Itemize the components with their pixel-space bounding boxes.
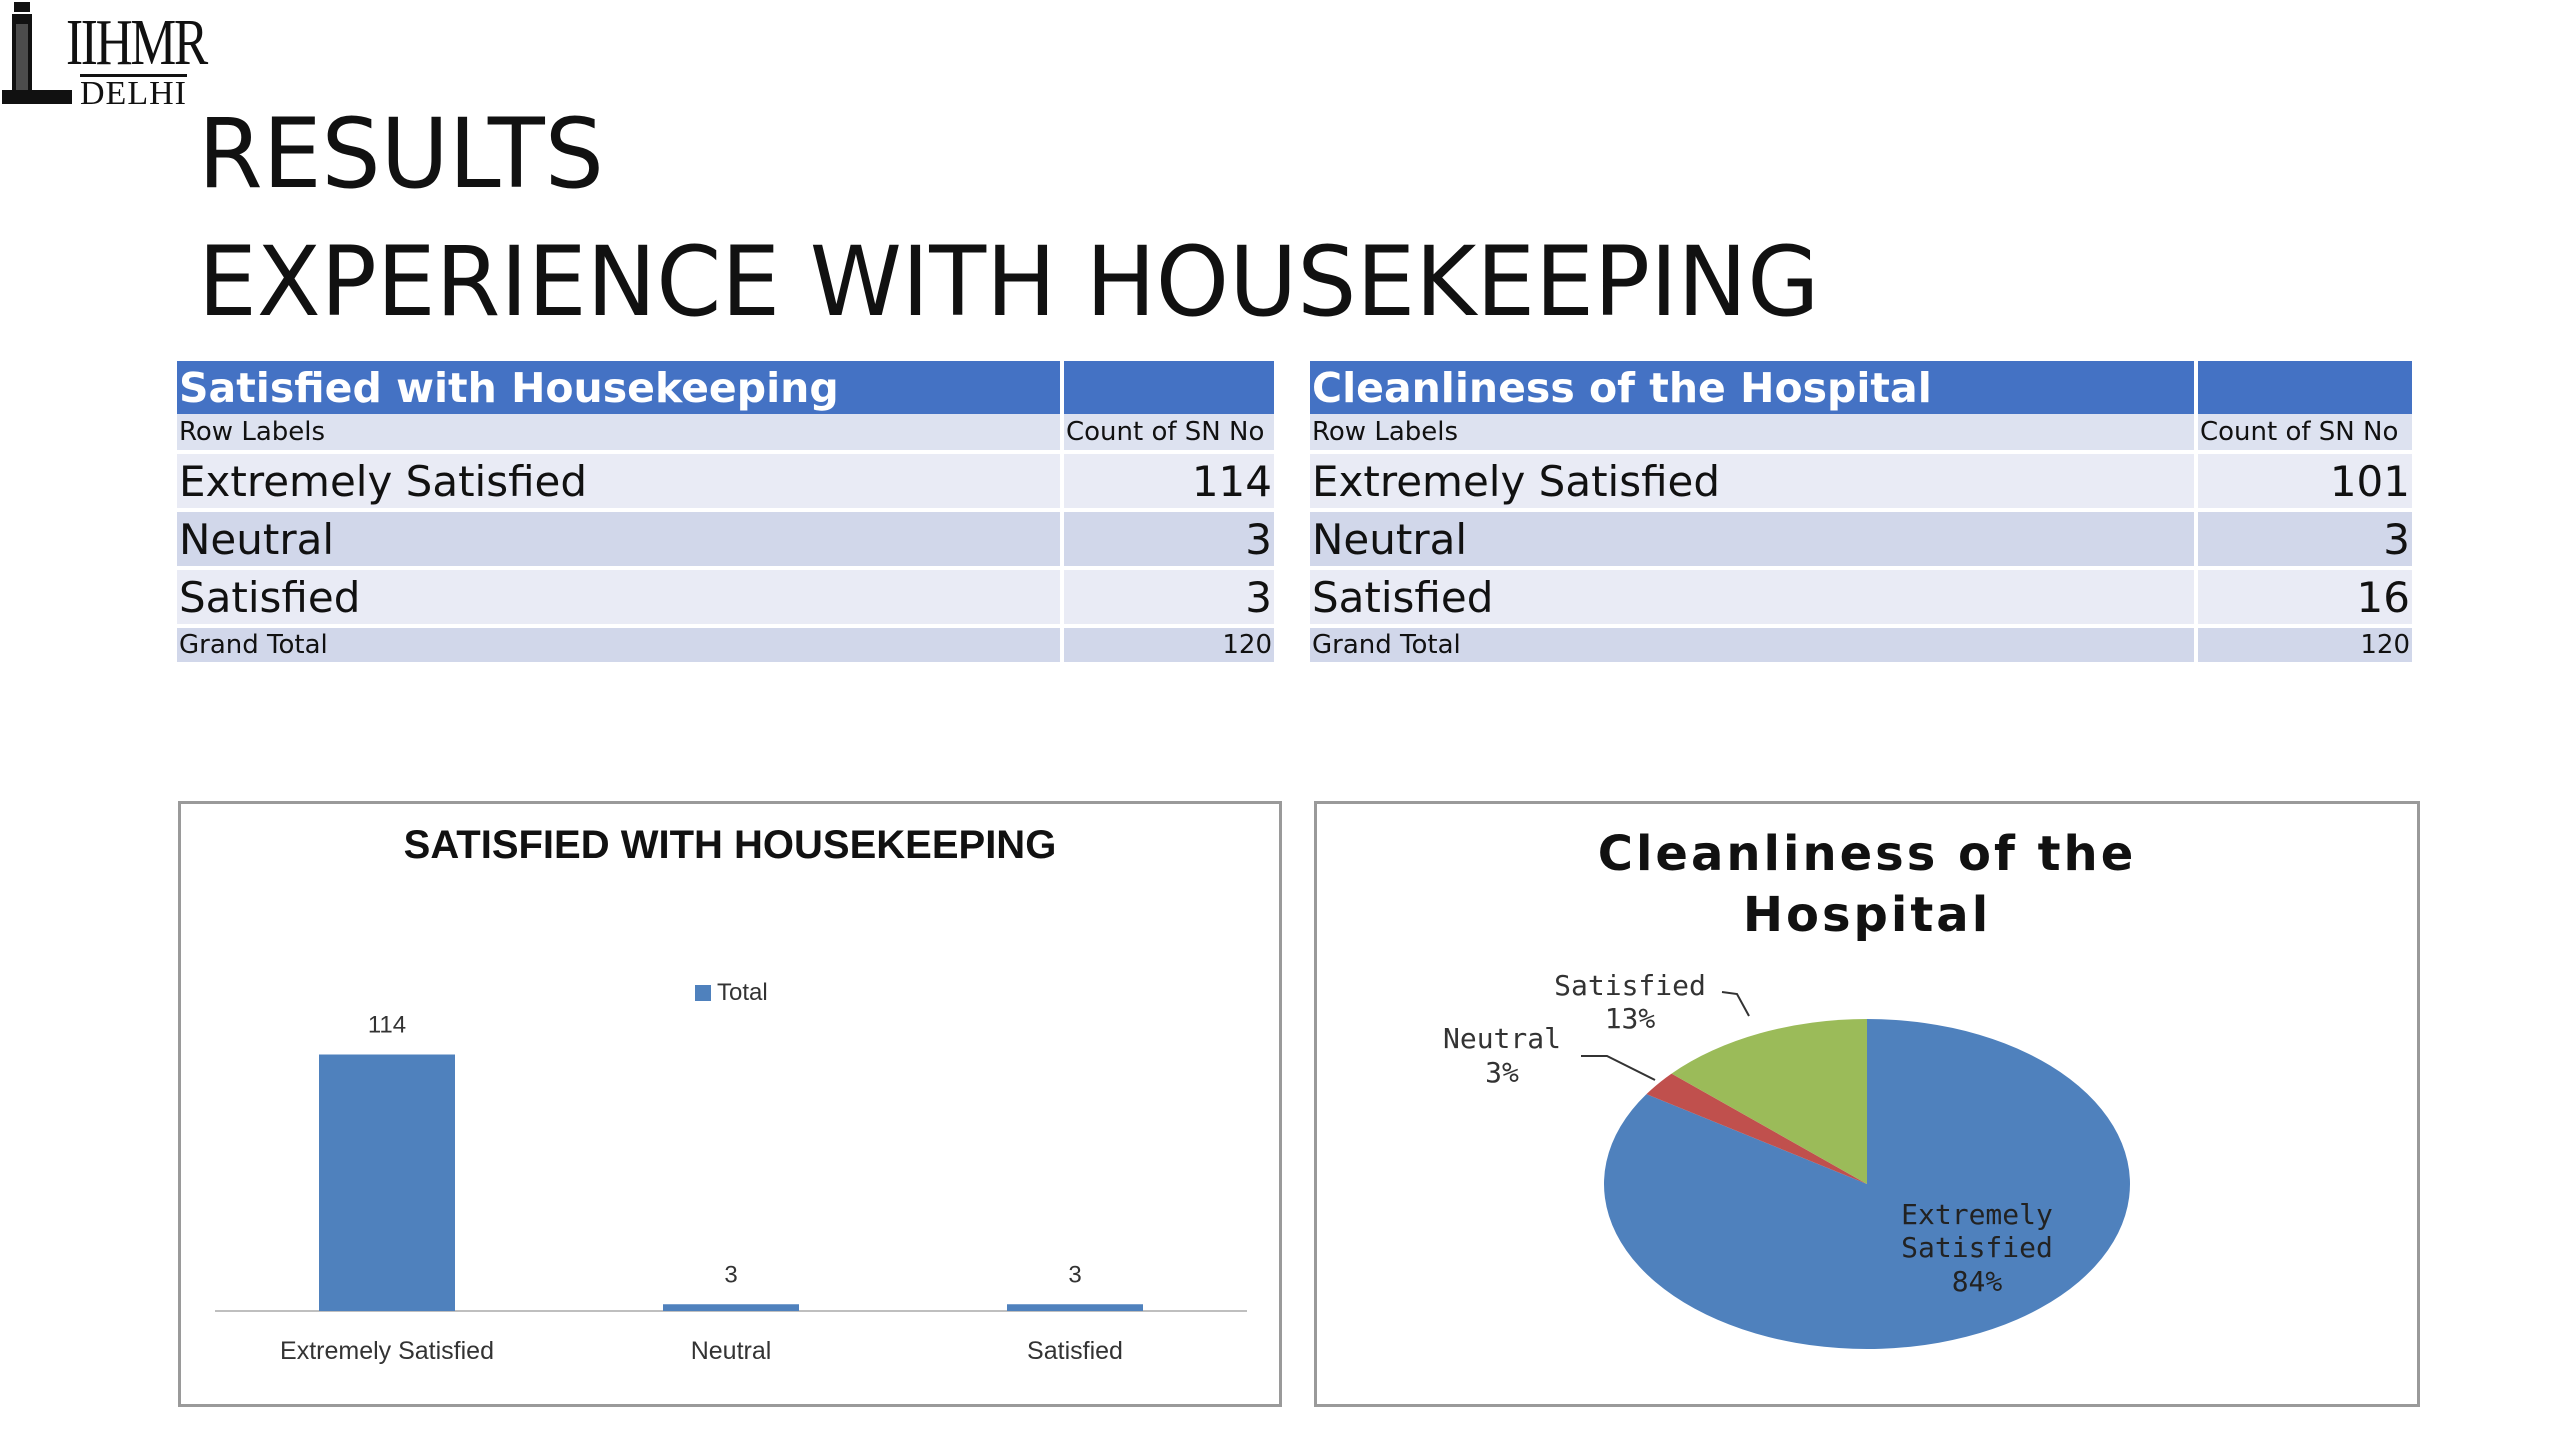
housekeeping-bar-chart xyxy=(178,801,1282,1407)
chart-title-line-2: Hospital xyxy=(1742,887,1992,943)
x-tick-label: Neutral xyxy=(690,1337,772,1365)
bar xyxy=(663,1304,799,1311)
bar-data-label: 3 xyxy=(1068,1261,1082,1289)
row-label: Extremely Satisfied xyxy=(177,452,1062,510)
table-title: Satisfied with Housekeeping xyxy=(177,361,1062,414)
table-title: Cleanliness of the Hospital xyxy=(1310,361,2196,414)
slice-pct-satisfied: 13% xyxy=(1604,1002,1656,1035)
table-total-row xyxy=(1310,626,2412,662)
slice-label-satisfied-2: Satisfied xyxy=(1901,1231,2053,1264)
total-value: 120 xyxy=(2196,626,2412,662)
bar-data-label: 3 xyxy=(724,1261,738,1289)
page-title xyxy=(198,90,1819,346)
table-row xyxy=(1310,568,2412,626)
table-row xyxy=(177,452,1274,510)
row-value: 3 xyxy=(1062,568,1274,626)
row-value: 16 xyxy=(2196,568,2412,626)
table-row xyxy=(177,510,1274,568)
table-label-row xyxy=(177,414,1274,452)
bar-chart-svg xyxy=(181,804,1279,1404)
table-row xyxy=(1310,452,2412,510)
legend-label: Total xyxy=(717,979,768,1006)
x-tick-label: Extremely Satisfied xyxy=(280,1337,494,1365)
leader-line-satisfied xyxy=(1722,992,1749,1016)
row-value: 101 xyxy=(2196,452,2412,510)
row-label: Neutral xyxy=(1310,510,2196,568)
x-tick-label: Satisfied xyxy=(1027,1337,1123,1365)
col-count: Count of SN No xyxy=(1062,414,1274,452)
row-label: Neutral xyxy=(177,510,1062,568)
row-value: 114 xyxy=(1062,452,1274,510)
table-row xyxy=(1310,510,2412,568)
slice-pct-neutral: 3% xyxy=(1485,1056,1519,1089)
col-count: Count of SN No xyxy=(2196,414,2412,452)
table-header-blank xyxy=(1062,361,1274,414)
logo-text-iihmr: IIHMR xyxy=(66,6,206,79)
cleanliness-pie-chart xyxy=(1314,801,2420,1407)
row-label: Extremely Satisfied xyxy=(1310,452,2196,510)
table-header-row xyxy=(177,361,1274,414)
total-label: Grand Total xyxy=(177,626,1062,662)
housekeeping-pivot-table xyxy=(177,361,1274,662)
logo-text-delhi: DELHI xyxy=(80,75,187,112)
title-line-1: RESULTS xyxy=(198,98,604,210)
slice-pct-extremely: 84% xyxy=(1951,1265,2003,1298)
total-value: 120 xyxy=(1062,626,1274,662)
cleanliness-pivot-table xyxy=(1310,361,2412,662)
table-header-blank xyxy=(2196,361,2412,414)
chart-title-line-1: Cleanliness of the xyxy=(1597,826,2137,882)
table-row xyxy=(177,568,1274,626)
table-total-row xyxy=(177,626,1274,662)
table-header-row xyxy=(1310,361,2412,414)
logo-mark-icon xyxy=(2,2,72,108)
title-line-2: EXPERIENCE WITH HOUSEKEEPING xyxy=(198,226,1820,338)
bar xyxy=(1007,1304,1143,1311)
slice-label-satisfied: Satisfied xyxy=(1554,969,1706,1002)
iihmr-logo xyxy=(0,0,210,110)
pie-slices-group xyxy=(1604,1019,2130,1349)
slice-label-extremely: Extremely xyxy=(1901,1198,2053,1231)
bar xyxy=(319,1055,455,1312)
legend-swatch xyxy=(695,985,711,1001)
col-row-labels: Row Labels xyxy=(1310,414,2196,452)
col-row-labels: Row Labels xyxy=(177,414,1062,452)
slice-label-neutral: Neutral xyxy=(1442,1022,1562,1055)
row-label: Satisfied xyxy=(1310,568,2196,626)
chart-title: SATISFIED WITH HOUSEKEEPING xyxy=(403,823,1057,867)
table-label-row xyxy=(1310,414,2412,452)
leader-line-neutral xyxy=(1581,1056,1655,1080)
pie-chart-svg xyxy=(1317,804,2417,1404)
row-value: 3 xyxy=(1062,510,1274,568)
bar-data-label: 114 xyxy=(367,1011,407,1039)
row-value: 3 xyxy=(2196,510,2412,568)
total-label: Grand Total xyxy=(1310,626,2196,662)
row-label: Satisfied xyxy=(177,568,1062,626)
